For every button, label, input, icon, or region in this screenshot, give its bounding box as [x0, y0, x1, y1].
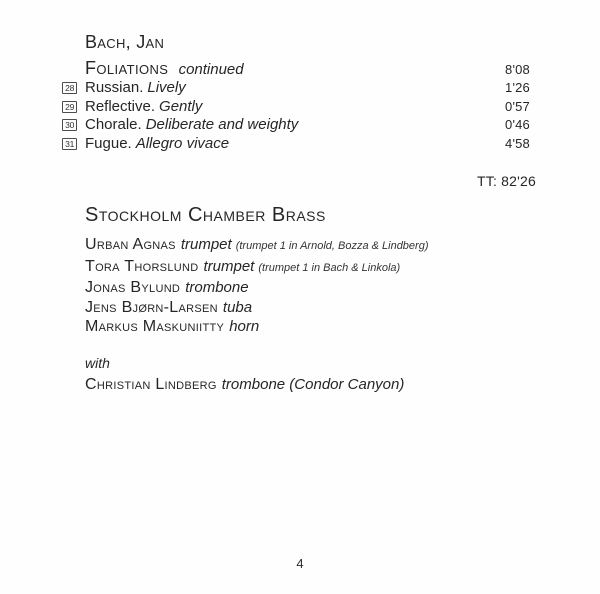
member-instrument: horn	[229, 318, 260, 335]
member-instrument: trumpet	[180, 236, 232, 253]
member-name: Urban Agnas	[85, 236, 176, 253]
track-title: Russian.	[85, 79, 144, 96]
ensemble-members	[85, 235, 600, 337]
page-number: 4	[296, 556, 304, 571]
work-title: Foliations	[85, 58, 169, 78]
track-tempo: Gently	[159, 97, 203, 115]
track-tempo: Allegro vivace	[135, 134, 230, 152]
track-row	[0, 98, 600, 117]
track-number-badge: 30	[62, 119, 77, 131]
member-note: (trumpet 1 in Arnold, Bozza & Lindberg)	[235, 240, 429, 252]
total-time: TT: 82'26	[477, 173, 536, 189]
guest-member-row	[85, 375, 600, 394]
member-instrument: tuba	[222, 298, 253, 316]
track-tempo: Lively	[147, 79, 186, 96]
member-name: Jonas Bylund	[85, 279, 181, 296]
track-number-badge: 28	[62, 82, 77, 94]
track-title: Reflective.	[85, 97, 156, 115]
guest-instrument: trombone (Condor Canyon)	[221, 375, 405, 393]
member-row	[85, 235, 600, 257]
track-title: Fugue.	[85, 134, 132, 152]
track-tempo: Deliberate and weighty	[145, 116, 299, 133]
guest-name: Christian Lindberg	[85, 375, 217, 393]
track-duration: 4'58	[505, 135, 530, 151]
track-row	[0, 79, 600, 98]
track-duration: 1'26	[505, 80, 530, 95]
track-title: Chorale.	[85, 116, 142, 133]
work-title-group	[85, 59, 505, 79]
work-title-suffix: continued	[178, 61, 244, 78]
with-label: with	[85, 354, 110, 371]
track-row	[0, 116, 600, 135]
work-heading-row	[0, 59, 600, 79]
member-instrument: trombone	[185, 279, 249, 296]
track-duration: 0'46	[505, 117, 530, 132]
member-name: Tora Thorslund	[85, 257, 199, 275]
member-row	[85, 278, 600, 298]
member-row	[85, 317, 600, 337]
ensemble-name: Stockholm Chamber Brass	[85, 204, 326, 226]
composer-name: Bach, Jan	[85, 32, 165, 52]
member-name: Markus Maskuniitty	[85, 318, 225, 335]
member-row	[85, 257, 600, 279]
track-number-badge: 31	[62, 138, 77, 150]
member-note: (trumpet 1 in Bach & Linkola)	[258, 261, 401, 274]
work-duration: 8'08	[505, 62, 530, 77]
member-row	[85, 298, 600, 318]
track-duration: 0'57	[505, 98, 530, 114]
member-instrument: trumpet	[203, 257, 255, 275]
member-name: Jens Bjørn-Larsen	[85, 298, 218, 316]
track-row	[0, 135, 600, 154]
track-number-badge: 29	[62, 101, 77, 113]
